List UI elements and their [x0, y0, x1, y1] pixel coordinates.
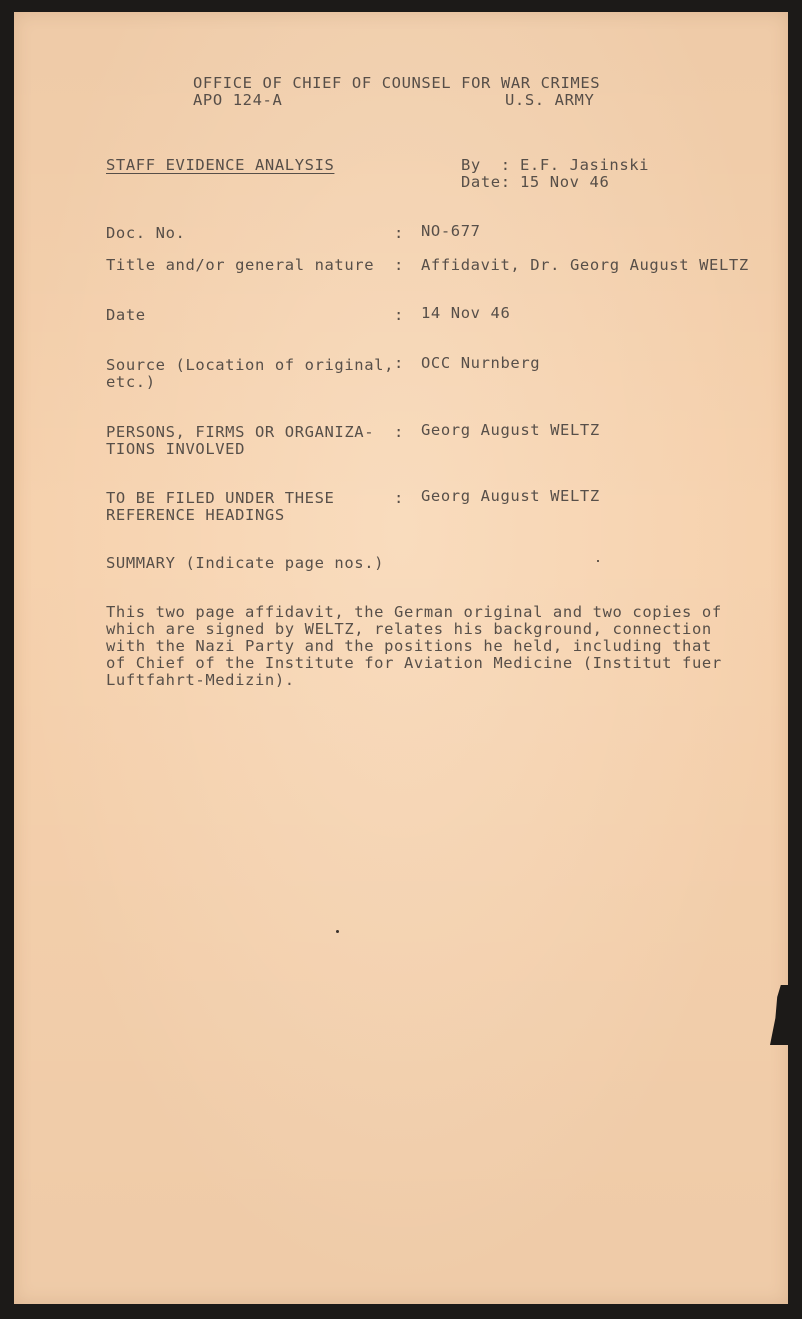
- summary-line: which are signed by WELTZ, relates his background, connection: [106, 620, 712, 638]
- field-label-filed-under: TO BE FILED UNDER THESE: [106, 489, 335, 507]
- summary-line: with the Nazi Party and the positions he held, including that: [106, 637, 712, 655]
- analysis-date: 15 Nov 46: [520, 173, 610, 191]
- field-colon: :: [394, 354, 404, 372]
- summary-line: Luftfahrt-Medizin).: [106, 671, 295, 689]
- field-colon: :: [394, 256, 404, 274]
- field-value-doc-no: NO-677: [421, 222, 481, 240]
- date-label: Date:: [461, 173, 511, 191]
- by-label: By :: [461, 156, 511, 174]
- field-label-title: Title and/or general nature: [106, 256, 375, 274]
- field-label-persons-cont: TIONS INVOLVED: [106, 440, 246, 458]
- form-title: STAFF EVIDENCE ANALYSIS: [106, 156, 335, 174]
- header-apo: APO 124-A: [193, 91, 283, 109]
- field-value-persons: Georg August WELTZ: [421, 421, 600, 439]
- field-colon: :: [394, 489, 404, 507]
- field-colon: :: [394, 306, 404, 324]
- field-label-source: Source (Location of original,: [106, 356, 395, 374]
- field-value-source: OCC Nurnberg: [421, 354, 541, 372]
- field-value-date: 14 Nov 46: [421, 304, 511, 322]
- summary-line: This two page affidavit, the German original and two copies of: [106, 603, 722, 621]
- field-colon: :: [394, 423, 404, 441]
- document-page: [14, 12, 788, 1304]
- analyst-name: E.F. Jasinski: [520, 156, 650, 174]
- header-office: OFFICE OF CHIEF OF COUNSEL FOR WAR CRIMES: [193, 74, 601, 92]
- field-label-filed-under-cont: REFERENCE HEADINGS: [106, 506, 285, 524]
- field-label-persons: PERSONS, FIRMS OR ORGANIZA-: [106, 423, 375, 441]
- paper-speck: [597, 560, 599, 562]
- field-value-filed-under: Georg August WELTZ: [421, 487, 600, 505]
- field-value-title: Affidavit, Dr. Georg August WELTZ: [421, 256, 749, 274]
- field-label-doc-no: Doc. No.: [106, 224, 186, 242]
- paper-speck: [336, 930, 339, 933]
- header-army: U.S. ARMY: [505, 91, 595, 109]
- field-label-source-cont: etc.): [106, 373, 156, 391]
- summary-heading: SUMMARY (Indicate page nos.): [106, 554, 385, 572]
- field-colon: :: [394, 224, 404, 242]
- summary-line: of Chief of the Institute for Aviation Medicine (Institut fuer: [106, 654, 722, 672]
- field-label-date: Date: [106, 306, 146, 324]
